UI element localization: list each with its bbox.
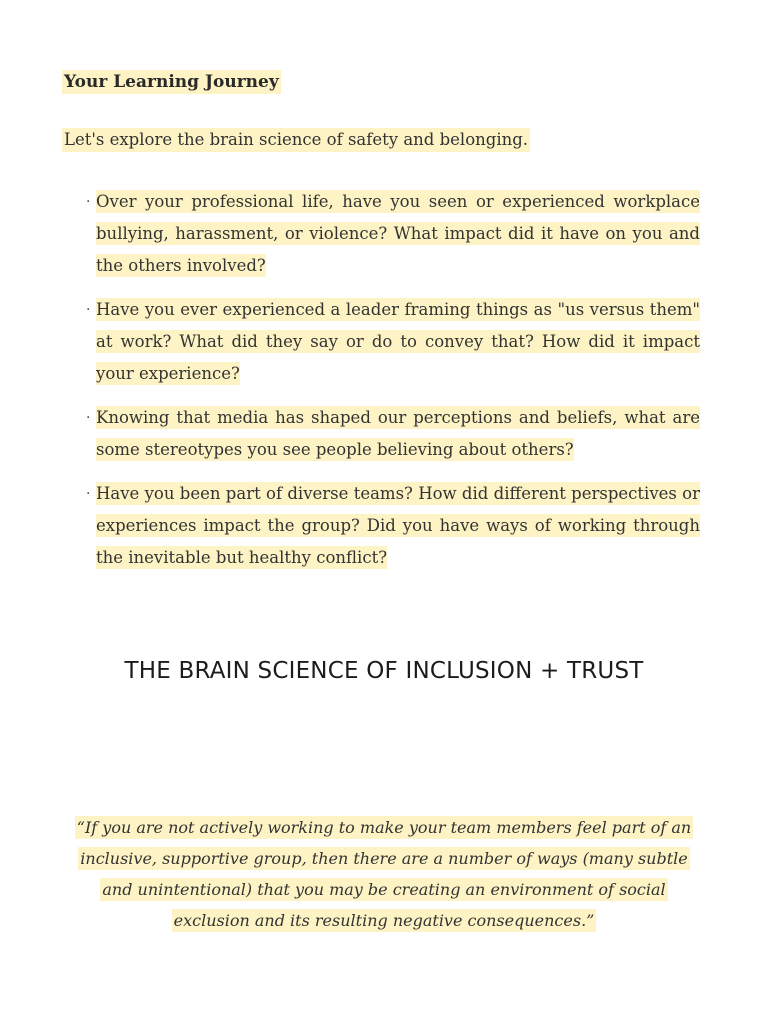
reflection-questions-list — [86, 186, 700, 586]
list-item-text: Have you ever experienced a leader framing things as "us versus them" at work? What did they say or do to convey that? How did it impact your experience? — [96, 300, 700, 383]
list-item-text: Over your professional life, have you seen or experienced workplace bullying, harassment, or violence? What impact did it have on you and the others involved? — [96, 192, 700, 275]
bullet-marker: · — [86, 410, 91, 426]
section-heading: Your Learning Journey — [64, 72, 279, 92]
intro-text: Let's explore the brain science of safety and belonging. — [62, 128, 530, 152]
bullet-marker: · — [86, 486, 91, 502]
list-item-text: Have you been part of diverse teams? How did different perspectives or experiences impact the group? Did you have ways of working through the inevitable but healthy conflict? — [96, 484, 700, 567]
list-item — [86, 478, 700, 574]
pull-quote — [70, 812, 698, 936]
bullet-marker: · — [86, 194, 91, 210]
list-item-text: Knowing that media has shaped our perceptions and beliefs, what are some stereotypes you see people believing about others? — [96, 408, 700, 459]
list-item — [86, 402, 700, 466]
list-item — [86, 186, 700, 282]
pull-quote-text: “If you are not actively working to make your team members feel part of an inclusive, supportive group, then there are a number of ways (many subtle and unintentional) that you may be creating an environment of social exclusion and its resulting negative consequences.” — [76, 818, 692, 930]
bullet-marker: · — [86, 302, 91, 318]
section-title: THE BRAIN SCIENCE OF INCLUSION + TRUST — [124, 658, 644, 684]
list-item — [86, 294, 700, 390]
